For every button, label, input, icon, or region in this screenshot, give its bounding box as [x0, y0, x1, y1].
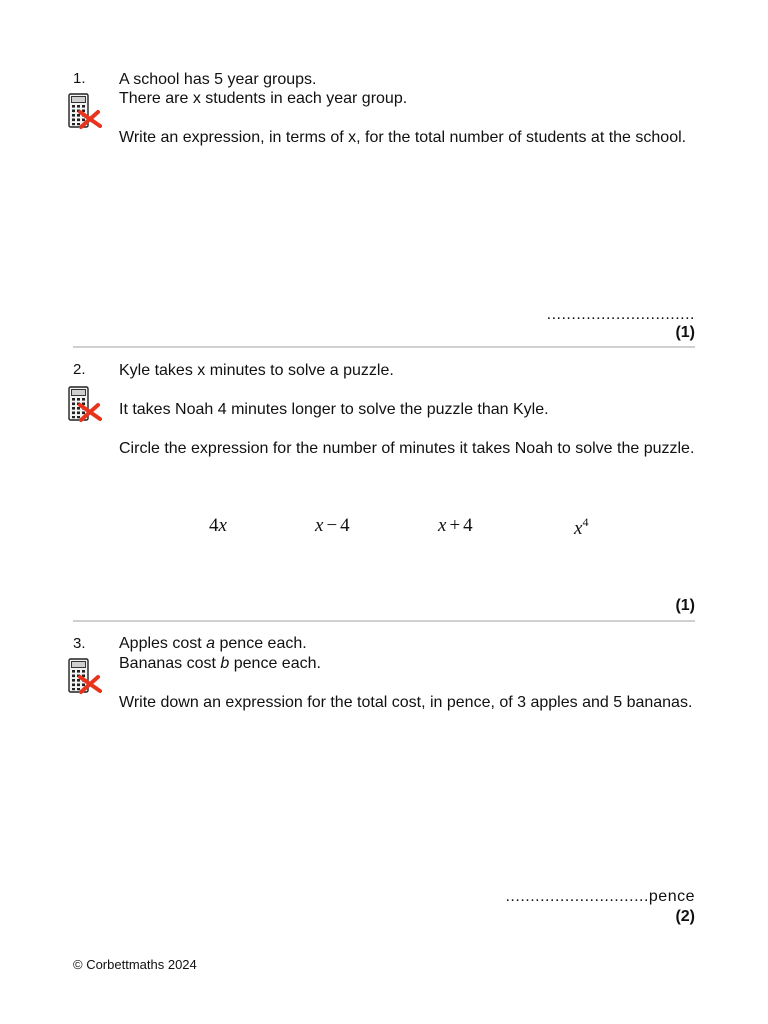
question-3-prompt: Write down an expression for the total cost, in pence, of 3 apples and 5 bananas. — [119, 694, 693, 711]
no-calculator-icon — [68, 93, 102, 129]
question-1-number: 1. — [73, 70, 86, 87]
question-divider — [73, 346, 695, 348]
no-calculator-icon — [68, 386, 102, 422]
question-2-line-1: Kyle takes x minutes to solve a puzzle. — [119, 362, 394, 379]
option-4x[interactable]: 4x — [209, 515, 227, 536]
answer-unit: pence — [648, 888, 695, 905]
question-1-marks: (1) — [675, 324, 695, 341]
question-1-line-2: There are x students in each year group. — [119, 90, 408, 107]
option-x-minus-4[interactable]: x − 4 — [315, 515, 350, 536]
question-3-line-2: Bananas cost b pence each. — [119, 655, 321, 672]
copyright-footer: © Corbettmaths 2024 — [73, 957, 197, 972]
option-x-to-the-4[interactable]: $x^4$ — [574, 515, 589, 539]
question-3-line-1: Apples cost a pence each. — [119, 635, 307, 652]
question-1-line-1: A school has 5 year groups. — [119, 71, 317, 88]
question-divider — [73, 620, 695, 622]
question-2-line-2: It takes Noah 4 minutes longer to solve the puzzle than Kyle. — [119, 401, 549, 418]
no-calculator-icon — [68, 658, 102, 694]
question-1-answer-line[interactable]: .............................. — [546, 306, 695, 323]
question-3-answer-line[interactable]: .............................pence — [505, 888, 695, 905]
question-2-marks: (1) — [675, 597, 695, 614]
option-x-plus-4[interactable]: x + 4 — [438, 515, 473, 536]
question-3-marks: (2) — [675, 908, 695, 925]
question-2-prompt: Circle the expression for the number of minutes it takes Noah to solve the puzzle. — [119, 440, 695, 457]
question-1-prompt: Write an expression, in terms of x, for the total number of students at the school. — [119, 129, 687, 146]
question-2-number: 2. — [73, 361, 86, 378]
question-3-number: 3. — [73, 635, 86, 652]
